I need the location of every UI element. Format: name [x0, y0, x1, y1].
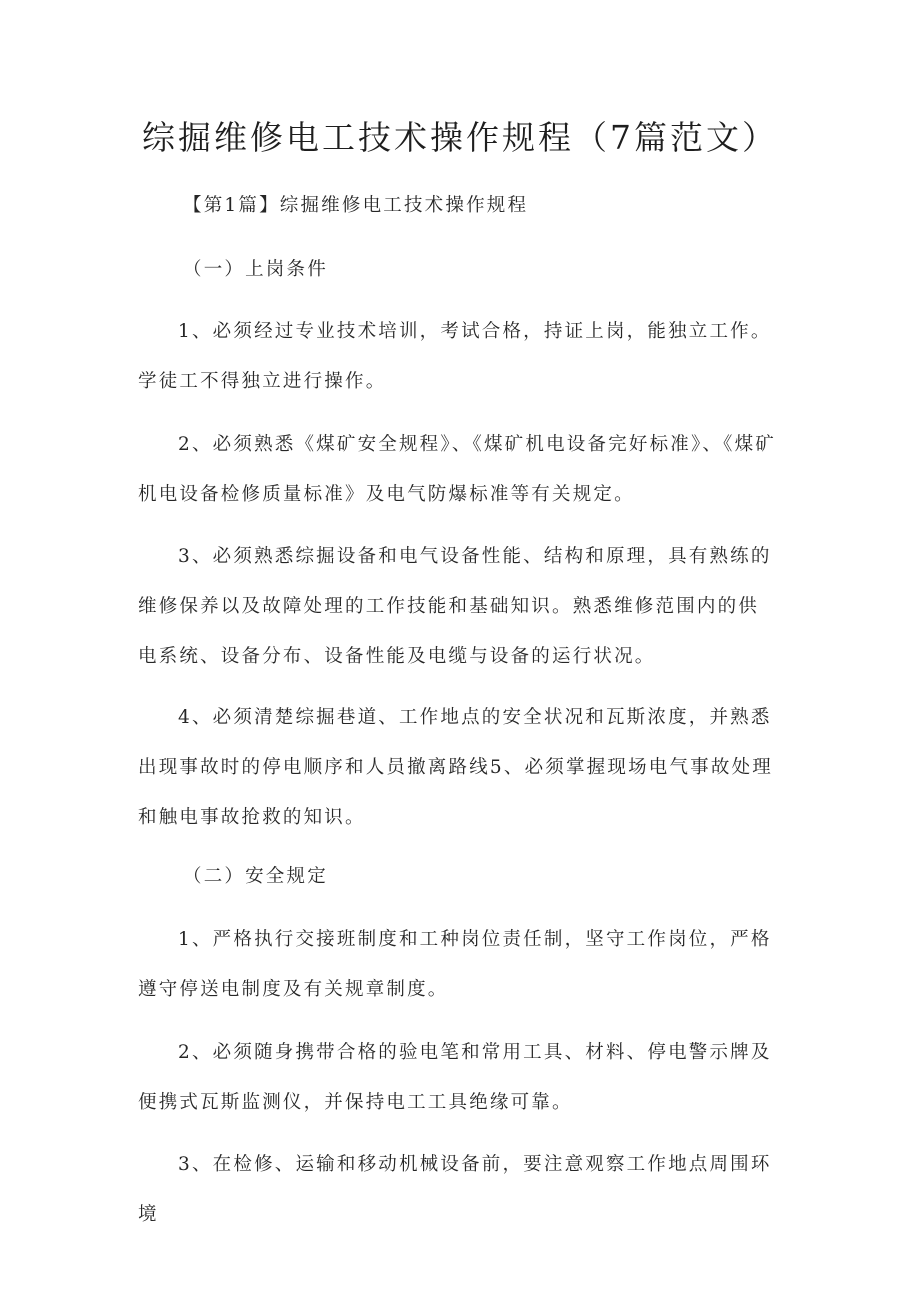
paragraph: 1、必须经过专业技术培训，考试合格，持证上岗，能独立工作。学徒工不得独立进行操作。	[138, 321, 772, 392]
paragraph: 2、必须熟悉《煤矿安全规程》、《煤矿机电设备完好标准》、《煤矿机电设备检修质量标准》及电气防爆标准等有关规定。	[138, 434, 776, 505]
paragraph: 4、必须清楚综掘巷道、工作地点的安全状况和瓦斯浓度，并熟悉出现事故时的停电顺序和人员撤离路线5、必须掌握现场电气事故处理和触电事故抢救的知识。	[138, 707, 773, 828]
section-heading-safety: （二）安全规定	[183, 866, 328, 887]
paragraph: 3、必须熟悉综掘设备和电气设备性能、结构和原理，具有熟练的维修保养以及故障处理的工作技能和基础知识。熟悉维修范围内的供电系统、设备分布、设备性能及电缆与设备的运行状况。	[138, 546, 772, 667]
article-heading: 【第1篇】综掘维修电工技术操作规程	[183, 195, 529, 216]
document-title: 综掘维修电工技术操作规程（7篇范文）	[142, 118, 778, 157]
paragraph: 2、必须随身携带合格的验电笔和常用工具、材料、停电警示牌及便携式瓦斯监测仪，并保持电工工具绝缘可靠。	[138, 1042, 772, 1113]
paragraph: 3、在检修、运输和移动机械设备前，要注意观察工作地点周围环境	[138, 1154, 772, 1225]
paragraph: 1、严格执行交接班制度和工种岗位责任制，坚守工作岗位，严格遵守停送电制度及有关规章制度。	[138, 929, 772, 1000]
section-heading-conditions: （一）上岗条件	[183, 259, 328, 280]
